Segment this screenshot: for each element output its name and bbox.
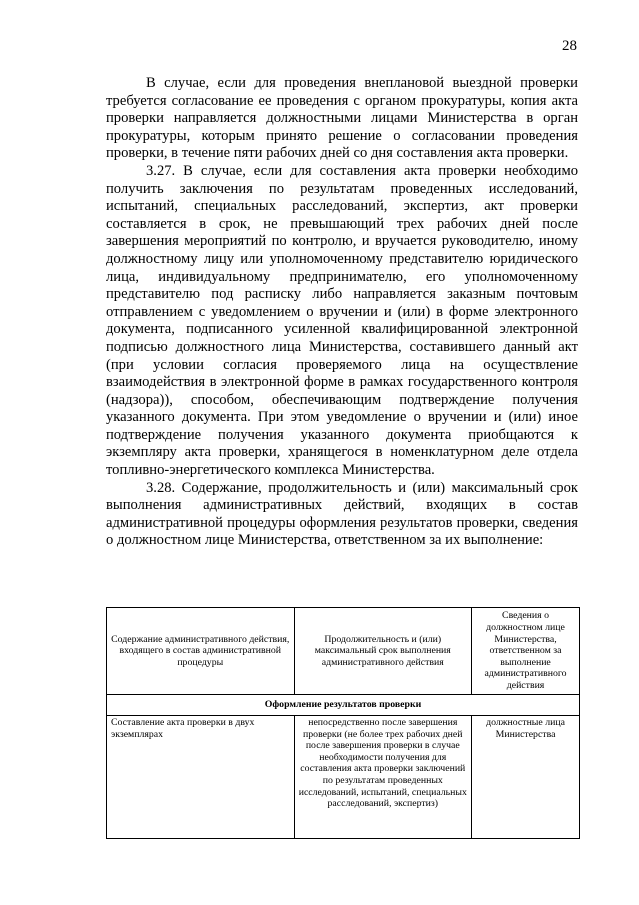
cell-action: Составление акта проверки в двух экземплярах <box>107 716 295 839</box>
body-text <box>106 75 578 550</box>
paragraph-3-28: 3.28. Содержание, продолжительность и (или) максимальный срок выполнения административных действий, входящих в состав административной процедуры оформления результатов проверки, сведения о должностном лице Министерства, ответственном за их выполнение: <box>106 479 578 549</box>
page-number: 28 <box>562 38 577 54</box>
paragraph-3-27: 3.27. В случае, если для составления акта проверки необходимо получить заключения по результатам проведенных исследований, испытаний, специальных расследований, экспертиз, акт проверки составляется в срок, не превышающий трех рабочих дней после завершения мероприятий по контролю, и вручается руководителю, иному должностному лицу или уполномоченному представителю юридического лица, индивидуальному предпринимателю, его уполномоченному представителю под расписку либо направляется заказным почтовым отправлением с уведомлением о вручении и (или) в форме электронного документа, подписанного усиленной квалифицированной электронной подписью должностного лица Министерства, составившего данный акт (при условии согласия проверяемого лица на осуществление взаимодействия в электронной форме в рамках государственного контроля (надзора)), способом, обеспечивающим подтверждение получения указанного документа. При этом уведомление о вручении и (или) иное подтверждение получения указанного документа приобщаются к экземпляру акта проверки, хранящегося в номенклатурном деле отдела топливно-энергетического комплекса Министерства. <box>106 162 578 479</box>
section-title: Оформление результатов проверки <box>107 695 580 716</box>
cell-duration: непосредственно после завершения проверки (не более трех рабочих дней после завершения проверки в случае необходимости получения для составления акта проверки заключений по результатам проведенных исследований, испытаний, специальных расследований, экспертиз) <box>294 716 472 839</box>
cell-responsible: должностные лица Министерства <box>472 716 580 839</box>
header-action: Содержание административного действия, входящего в состав административной процедуры <box>107 608 295 695</box>
header-duration: Продолжительность и (или) максимальный срок выполнения административного действия <box>294 608 472 695</box>
paragraph-prosecutor-copy: В случае, если для проведения внеплановой выездной проверки требуется согласование ее проведения с органом прокуратуры, копия акта проверки направляется должностными лицами Министерства в орган прокуратуры, которым принято решение о согласовании проведения проверки, в течение пяти рабочих дней со дня составления акта проверки. <box>106 75 578 162</box>
table-section-row <box>107 695 580 716</box>
table-row <box>107 716 580 839</box>
header-responsible: Сведения о должностном лице Министерства, ответственном за выполнение административного действия <box>472 608 580 695</box>
procedure-table <box>106 607 580 839</box>
table-header-row <box>107 608 580 695</box>
